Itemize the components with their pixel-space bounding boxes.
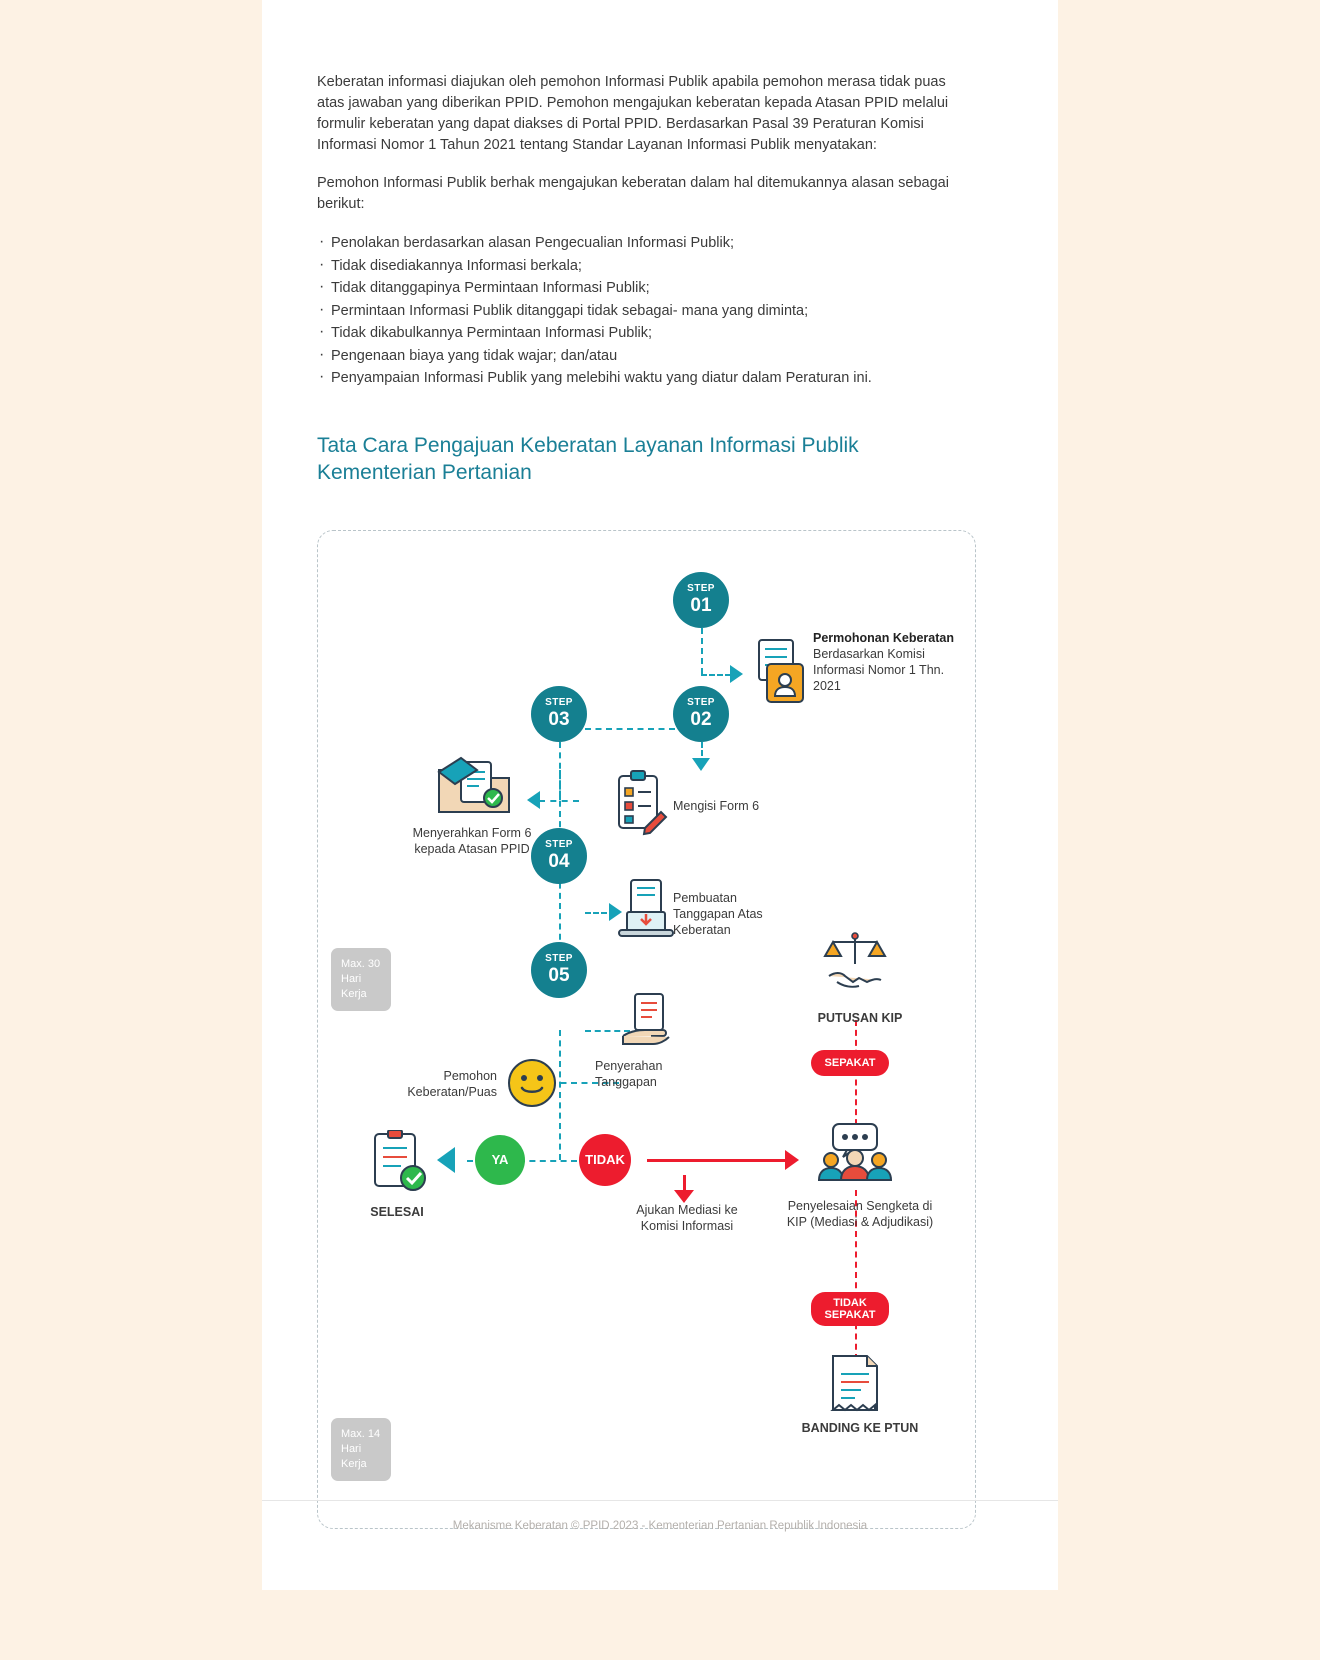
document-sheet (262, 0, 1058, 1590)
decision-sepakat[interactable]: SEPAKAT (811, 1050, 889, 1076)
intro-paragraph-2: Pemohon Informasi Publik berhak mengajukan keberatan dalam hal ditemukannya alasan sebagai berikut: (317, 175, 949, 212)
connector-sepakat-up (855, 1020, 857, 1135)
node-step01-title: Permohonan Keberatan (813, 630, 955, 645)
justice-handshake-icon (817, 930, 893, 992)
smiley-icon (507, 1058, 557, 1108)
node-selesai-label: SELESAI (370, 1204, 424, 1219)
list-item: · Pengenaan biaya yang tidak wajar; dan/atau (317, 345, 977, 368)
document-content (317, 72, 977, 1530)
arrow-icon-selesai (437, 1147, 455, 1173)
decision-tidak[interactable]: TIDAK (579, 1134, 631, 1186)
mediation-people-icon (817, 1122, 893, 1182)
connector-step01-down (701, 628, 703, 674)
connector-down-decision (559, 1030, 561, 1160)
arrow-icon-sengketa (785, 1150, 799, 1170)
page-title: Tata Cara Pengajuan Keberatan Layanan Informasi Publik Kementerian Pertanian (317, 433, 859, 484)
node-penyelesaian-label: Penyelesaian Sengketa di KIP (Mediasi & Adjudikasi) (786, 1198, 934, 1229)
footer-divider (262, 1500, 1058, 1501)
connector-step03-step02 (585, 728, 675, 730)
list-item: · Tidak disediakannya Informasi berkala; (317, 255, 977, 278)
node-step01 (813, 630, 959, 694)
node-banding-label: BANDING KE PTUN (801, 1420, 919, 1435)
step-badge-02[interactable]: STEP 02 (673, 686, 729, 742)
list-item: · Penolakan berdasarkan alasan Pengecualian Informasi Publik; (317, 232, 977, 255)
node-step01-desc: Berdasarkan Komisi Informasi Nomor 1 Thn. 2021 (813, 646, 945, 693)
node-step03-label: Menyerahkan Form 6 kepada Atasan PPID (412, 825, 532, 856)
legal-document-icon (825, 1352, 885, 1414)
node-step05-label: Penyerahan Tanggapan (595, 1058, 663, 1089)
list-item: · Penyampaian Informasi Publik yang melebihi waktu yang diatur dalam Peraturan ini. (317, 367, 977, 390)
step-badge-03[interactable]: STEP 03 (531, 686, 587, 742)
node-step02-label: Mengisi Form 6 (673, 798, 760, 813)
decision-tidak-sepakat[interactable]: TIDAK SEPAKAT (811, 1292, 889, 1326)
node-pemohon-label: Pemohon Keberatan/Puas (407, 1068, 497, 1099)
decision-ya[interactable]: YA (475, 1135, 525, 1185)
arrow-icon-step02 (692, 758, 710, 771)
flow-diagram (317, 530, 977, 1530)
time-box-14-hari: Max. 14 Hari Kerja (331, 1418, 391, 1481)
arrow-icon-step01 (730, 665, 743, 683)
step-badge-05[interactable]: STEP 05 (531, 942, 587, 998)
folder-document-icon (435, 752, 513, 818)
list-item: · Tidak dikabulkannya Permintaan Informasi Publik; (317, 322, 977, 345)
node-mediasi-label: Ajukan Mediasi ke Komisi Informasi (636, 1202, 738, 1233)
step-badge-01[interactable]: STEP 01 (673, 572, 729, 628)
footer-text: Mekanisme Keberatan © PPID 2023 - Kementerian Pertanian Republik Indonesia (452, 1520, 868, 1532)
node-step04-label: Pembuatan Tanggapan Atas Keberatan (673, 890, 763, 937)
list-item: · Permintaan Informasi Publik ditanggapi tidak sebagai- mana yang diminta; (317, 300, 977, 323)
document-stack-icon (751, 636, 811, 708)
node-putusan-label: PUTUSAN KIP (817, 1010, 903, 1025)
list-item: · Tidak ditanggapinya Permintaan Informasi Publik; (317, 277, 977, 300)
selesai-checklist-icon (365, 1130, 431, 1196)
connector-step01-right (701, 674, 731, 676)
reason-list (317, 232, 977, 390)
laptop-response-icon (617, 878, 675, 940)
time-box-30-hari: Max. 30 Hari Kerja (331, 948, 391, 1011)
arrow-icon-step03 (527, 791, 540, 809)
hand-document-icon (617, 992, 683, 1054)
intro-paragraph-1: Keberatan informasi diajukan oleh pemohon Informasi Publik apabila pemohon merasa tidak puas atas jawaban yang diberikan PPID. Pemohon mengajukan keberatan kepada Atasan PPID melalui formulir keberatan yang dapat diakses di Portal PPID. Berdasarkan Pasal 39 Peraturan Komisi Informasi Nomor 1 Tahun 2021 tentang Standar Layanan Informasi Publik menyatakan: (317, 74, 949, 153)
connector-tidak-right (647, 1159, 787, 1162)
form-checklist-icon (609, 770, 669, 840)
step-badge-04[interactable]: STEP 04 (531, 828, 587, 884)
